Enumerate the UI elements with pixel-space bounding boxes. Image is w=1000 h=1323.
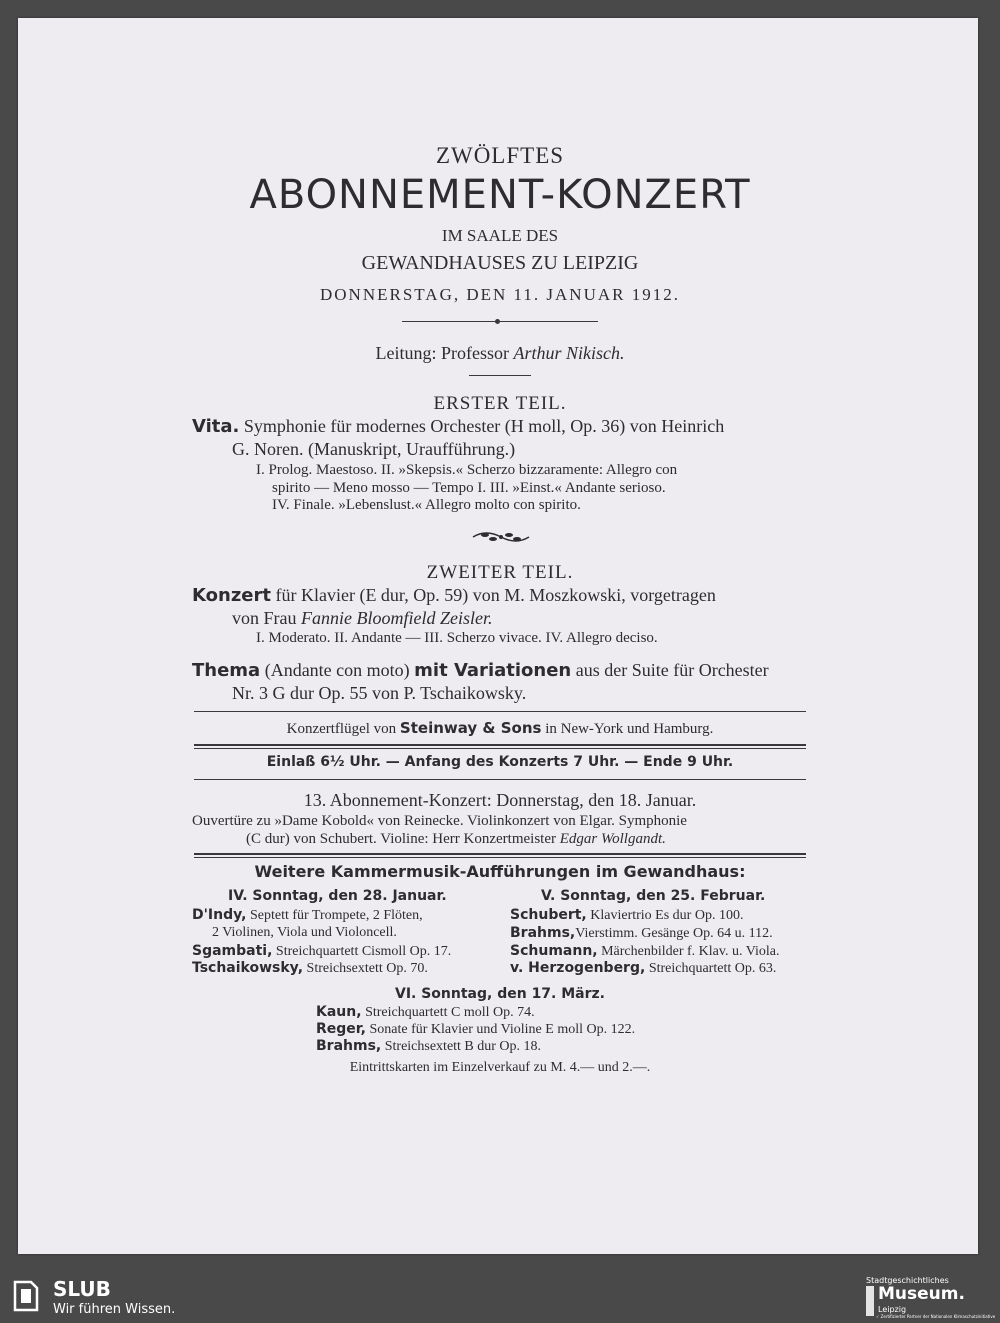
divider <box>402 321 598 322</box>
next-concert-heading: 13. Abonnement-Konzert: Donnerstag, den 18. Januar. <box>303 790 697 810</box>
thema-tempo: (Andante con moto) <box>264 660 410 680</box>
kammer-iv-heading: IV. Sonntag, den 28. Januar. <box>228 888 447 904</box>
header-line-3: IM SAALE DES <box>441 226 559 245</box>
rule <box>194 711 806 712</box>
concert-date: DONNERSTAG, DEN 11. JANUAR 1912. <box>320 285 680 304</box>
header-line-4: GEWANDHAUSES ZU LEIPZIG <box>361 252 639 274</box>
divider <box>469 375 531 376</box>
konzert-desc: für Klavier (E dur, Op. 59) von M. Moszkowski, vorgetragen <box>275 585 716 605</box>
kammer-v-item <box>510 907 743 924</box>
composer: Schubert, <box>510 907 587 923</box>
thema-suite: aus der Suite für Orchester <box>575 660 769 680</box>
work: 2 Violinen, Viola und Violoncell. <box>212 925 397 940</box>
museum-logo-icon <box>866 1286 874 1316</box>
soloist-name: Fannie Bloomfield Zeisler. <box>301 608 493 628</box>
thema-line-2: Nr. 3 G dur Op. 55 von P. Tschaikowsky. <box>232 683 527 703</box>
konzert-title: Konzert <box>192 585 271 606</box>
museum-label-small: Stadtgeschichtliches <box>866 1276 949 1285</box>
composer: Kaun, <box>316 1004 362 1020</box>
rule <box>194 779 806 780</box>
composer: Reger, <box>316 1021 366 1037</box>
next-concert-program: (C dur) von Schubert. Violine: Herr Konzertmeister <box>246 831 556 847</box>
vita-line-1 <box>192 416 724 437</box>
konzert-movements: I. Moderato. II. Andante — III. Scherzo vivace. IV. Allegro deciso. <box>256 630 658 646</box>
header-line-1: ZWÖLFTES <box>435 143 565 168</box>
museum-city: Leipzig <box>878 1305 907 1314</box>
violinist-name: Edgar Wollgandt. <box>559 831 666 847</box>
work: Septett für Trompete, 2 Flöten, <box>249 908 423 923</box>
fluegel-c: in New-York und Hamburg. <box>545 721 714 737</box>
museum-note: ✓ Zertifizierter Partner der Nationalen Klimaschutzinitiative <box>876 1314 996 1319</box>
kammer-iv-item <box>192 960 428 977</box>
ornament-icon <box>471 527 531 547</box>
movements-line-3: IV. Finale. »Lebenslust.« Allegro molto con spirito. <box>272 497 581 513</box>
thema-variationen: mit Variationen <box>414 660 572 681</box>
kammer-iv-item <box>212 925 397 941</box>
composer: v. Herzogenberg, <box>510 960 646 976</box>
work: Vierstimm. Gesänge Op. 64 u. 112. <box>575 926 773 941</box>
composer: Schumann, <box>510 943 598 959</box>
part-2-heading: ZWEITER TEIL. <box>426 562 574 583</box>
slub-logo-icon <box>11 1279 41 1313</box>
thema-line-1 <box>192 660 769 681</box>
kammer-heading: Weitere Kammermusik-Aufführungen im Gewandhaus: <box>254 862 746 881</box>
kammer-iv-item <box>192 943 451 960</box>
divider-dot <box>495 319 500 324</box>
kammer-v-heading: V. Sonntag, den 25. Februar. <box>541 888 766 904</box>
kammer-vi-item <box>316 1004 535 1021</box>
vita-title: Vita. <box>192 416 240 437</box>
work: Streichquartett Cismoll Op. 17. <box>275 944 452 959</box>
composer: Brahms, <box>510 925 576 941</box>
fluegel-note <box>0 719 1000 738</box>
part-1-heading: ERSTER TEIL. <box>433 393 567 414</box>
work: Klaviertrio Es dur Op. 100. <box>590 908 744 923</box>
work: Streichsextett Op. 70. <box>306 961 428 976</box>
slub-name: SLUB <box>53 1277 111 1301</box>
ticket-info: Eintrittskarten im Einzelverkauf zu M. 4.— und 2.—. <box>349 1060 651 1075</box>
rule <box>194 748 806 749</box>
vita-line-2: G. Noren. (Manuskript, Uraufführung.) <box>232 439 516 459</box>
kammer-v-item <box>510 960 776 977</box>
fluegel-a: Konzertflügel von <box>286 721 397 737</box>
composer: Brahms, <box>316 1038 382 1054</box>
kammer-vi-heading: VI. Sonntag, den 17. März. <box>394 986 605 1002</box>
composer: D'Indy, <box>192 907 247 923</box>
kammer-vi-item <box>316 1021 635 1038</box>
work: Streichquartett Op. 63. <box>648 961 777 976</box>
konzert-line-1 <box>192 585 716 606</box>
leitung-label: Leitung: Professor <box>375 343 509 363</box>
work: Märchenbilder f. Klav. u. Viola. <box>601 944 780 959</box>
movements-line-1: I. Prolog. Maestoso. II. »Skepsis.« Scherzo bizzaramente: Allegro con <box>256 462 678 478</box>
thema-title: Thema <box>192 660 261 681</box>
conductor-name: Arthur Nikisch. <box>513 343 625 363</box>
vita-desc: Symphonie für modernes Orchester (H moll, Op. 36) von Heinrich <box>243 416 725 436</box>
concert-title: ABONNEMENT-KONZERT <box>249 172 751 218</box>
work: Sonate für Klavier und Violine E moll Op. 122. <box>369 1022 636 1037</box>
kammer-iv-item <box>192 907 423 924</box>
rule <box>194 744 806 746</box>
rule <box>194 853 806 855</box>
leitung-line <box>0 343 1000 364</box>
composer: Sgambati, <box>192 943 273 959</box>
times-note: Einlaß 6½ Uhr. — Anfang des Konzerts 7 Uhr. — Ende 9 Uhr. <box>266 754 734 770</box>
work: Streichquartett C moll Op. 74. <box>365 1005 535 1020</box>
museum-name: Museum. <box>878 1284 965 1304</box>
kammer-vi-item <box>316 1038 541 1055</box>
rule <box>194 857 806 858</box>
footer-bar <box>0 1273 1000 1323</box>
kammer-v-item <box>510 943 780 960</box>
composer: Tschaikowsky, <box>192 960 304 976</box>
fluegel-maker: Steinway & Sons <box>399 719 542 737</box>
movements-line-2: spirito — Meno mosso — Tempo I. III. »Einst.« Andante serioso. <box>272 480 666 496</box>
next-concert-line-3 <box>246 831 666 848</box>
konzert-von-frau: von Frau <box>232 608 297 628</box>
slub-tagline: Wir führen Wissen. <box>53 1302 176 1317</box>
work: Streichsextett B dur Op. 18. <box>384 1039 542 1054</box>
kammer-v-item <box>510 925 773 942</box>
next-concert-line-2: Ouvertüre zu »Dame Kobold« von Reinecke. Violinkonzert von Elgar. Symphonie <box>192 813 687 829</box>
konzert-line-2 <box>232 608 492 629</box>
